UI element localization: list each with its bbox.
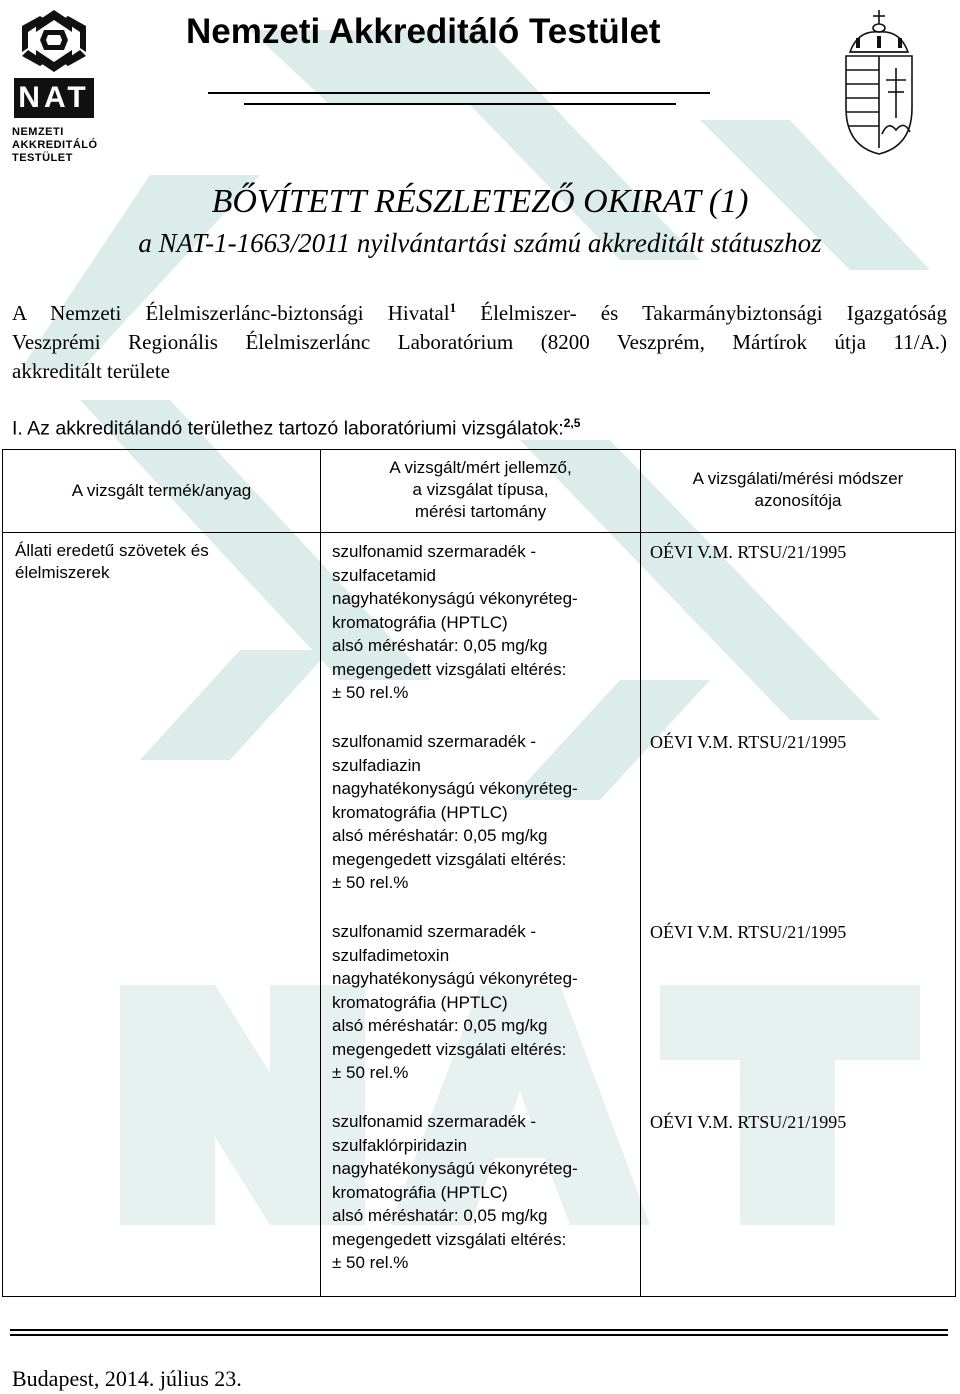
measurement-line: szulfacetamid [332, 565, 436, 585]
measurement-line: kromatográfia (HPTLC) [332, 802, 508, 822]
footnote-ref: 1 [449, 300, 457, 315]
measurement-line: alsó méréshatár: 0,05 mg/kg [332, 1206, 548, 1225]
measurement-line: szulfonamid szermaradék - [332, 542, 537, 561]
measurement-cell [332, 540, 642, 705]
measurement-cell [332, 1110, 642, 1275]
header-measurement [321, 457, 640, 523]
measurement-line: alsó méréshatár: 0,05 mg/kg [332, 1016, 548, 1035]
header-line: A vizsgált termék/anyag [71, 481, 252, 500]
measurement-line: ± 50 rel.% [332, 683, 409, 702]
header-line: mérési tartomány [414, 502, 547, 521]
measurement-line: nagyhatékonyságú vékonyréteg- [332, 969, 578, 988]
measurement-line: szulfonamid szermaradék - [332, 1112, 537, 1131]
method-cell: OÉVI V.M. RTSU/21/1995 [650, 922, 847, 942]
section-heading-text: I. Az akkreditálandó területhez tartozó laboratóriumi vizsgálatok: [12, 417, 564, 440]
hungarian-coat-of-arms-icon [836, 8, 922, 158]
measurement-line: szulfonamid szermaradék - [332, 922, 537, 941]
measurement-cell [332, 730, 642, 895]
measurement-line: ± 50 rel.% [332, 873, 409, 892]
measurement-line: nagyhatékonyságú vékonyréteg- [332, 1159, 578, 1178]
intro-paragraph [12, 293, 947, 386]
intro-text: A Nemzeti Élelmiszerlánc-biztonsági Hivatal [12, 301, 450, 325]
measurement-line: nagyhatékonyságú vékonyréteg- [332, 779, 578, 798]
method-cell: OÉVI V.M. RTSU/21/1995 [650, 542, 847, 562]
header-method [641, 468, 955, 512]
table-divider [320, 450, 321, 1296]
measurement-line: kromatográfia (HPTLC) [332, 992, 508, 1012]
product-line: élelmiszerek [15, 563, 110, 582]
method-cell: OÉVI V.M. RTSU/21/1995 [650, 1112, 847, 1132]
footnote-ref: 2,5 [563, 416, 581, 430]
header-rule [244, 103, 676, 105]
organization-title: Nemzeti Akkreditáló Testület [186, 12, 661, 51]
measurement-line: alsó méréshatár: 0,05 mg/kg [332, 636, 548, 655]
intro-text: Élelmiszer- és Takarmánybiztonsági Igazgatóság [456, 301, 947, 325]
nat-logo-name [12, 126, 104, 165]
intro-line: Veszprémi Regionális Élelmiszerlánc Laboratórium (8200 Veszprém, Mártírok útja 11/A.) [12, 330, 947, 354]
tests-table [2, 449, 956, 1297]
document-subtitle: a NAT-1-1663/2011 nyilvántartási számú akkreditált státuszhoz [138, 228, 822, 258]
measurement-line: megengedett vizsgálati eltérés: [332, 1229, 567, 1249]
measurement-line: alsó méréshatár: 0,05 mg/kg [332, 826, 548, 845]
intro-line: akkreditált területe [12, 359, 171, 383]
header-product [3, 480, 320, 502]
measurement-line: megengedett vizsgálati eltérés: [332, 659, 567, 679]
measurement-line: szulfadimetoxin [332, 945, 450, 965]
logo-name-line: AKKREDITÁLÓ [12, 139, 98, 151]
measurement-line: megengedett vizsgálati eltérés: [332, 1039, 567, 1059]
footer-rule [10, 1329, 948, 1331]
measurement-line: megengedett vizsgálati eltérés: [332, 849, 567, 869]
nat-logo-icon [14, 8, 94, 74]
measurement-line: szulfaklórpiridazin [332, 1135, 468, 1155]
measurement-line: szulfadiazin [332, 755, 421, 775]
method-cell: OÉVI V.M. RTSU/21/1995 [650, 732, 847, 752]
intro-line [12, 293, 947, 328]
document-title: BŐVÍTETT RÉSZLETEZŐ OKIRAT (1) [211, 183, 749, 220]
measurement-line: kromatográfia (HPTLC) [332, 1182, 508, 1202]
measurement-cell [332, 920, 642, 1085]
measurement-line: ± 50 rel.% [332, 1253, 409, 1272]
product-cell [15, 540, 305, 584]
logo-name-line: NEMZETI [12, 126, 64, 138]
nat-logo [10, 8, 98, 168]
logo-name-line: TESTÜLET [12, 152, 73, 164]
measurement-line: kromatográfia (HPTLC) [332, 612, 508, 632]
header-line: azonosítója [754, 491, 842, 510]
product-line: Állati eredetű szövetek és [15, 541, 209, 560]
footer-rule [10, 1334, 948, 1336]
header-line: A vizsgálati/mérési módszer [692, 469, 904, 488]
header-line: A vizsgált/mért jellemző, [389, 458, 572, 477]
nat-logo-abbr: NAT [14, 78, 94, 118]
header-rule [208, 92, 710, 94]
measurement-line: nagyhatékonyságú vékonyréteg- [332, 589, 578, 608]
section-heading [12, 409, 912, 443]
measurement-line: szulfonamid szermaradék - [332, 732, 537, 751]
header-line: a vizsgálat típusa, [412, 480, 549, 499]
table-header-divider [3, 532, 955, 533]
place-date: Budapest, 2014. július 23. [12, 1366, 242, 1391]
measurement-line: ± 50 rel.% [332, 1063, 409, 1082]
